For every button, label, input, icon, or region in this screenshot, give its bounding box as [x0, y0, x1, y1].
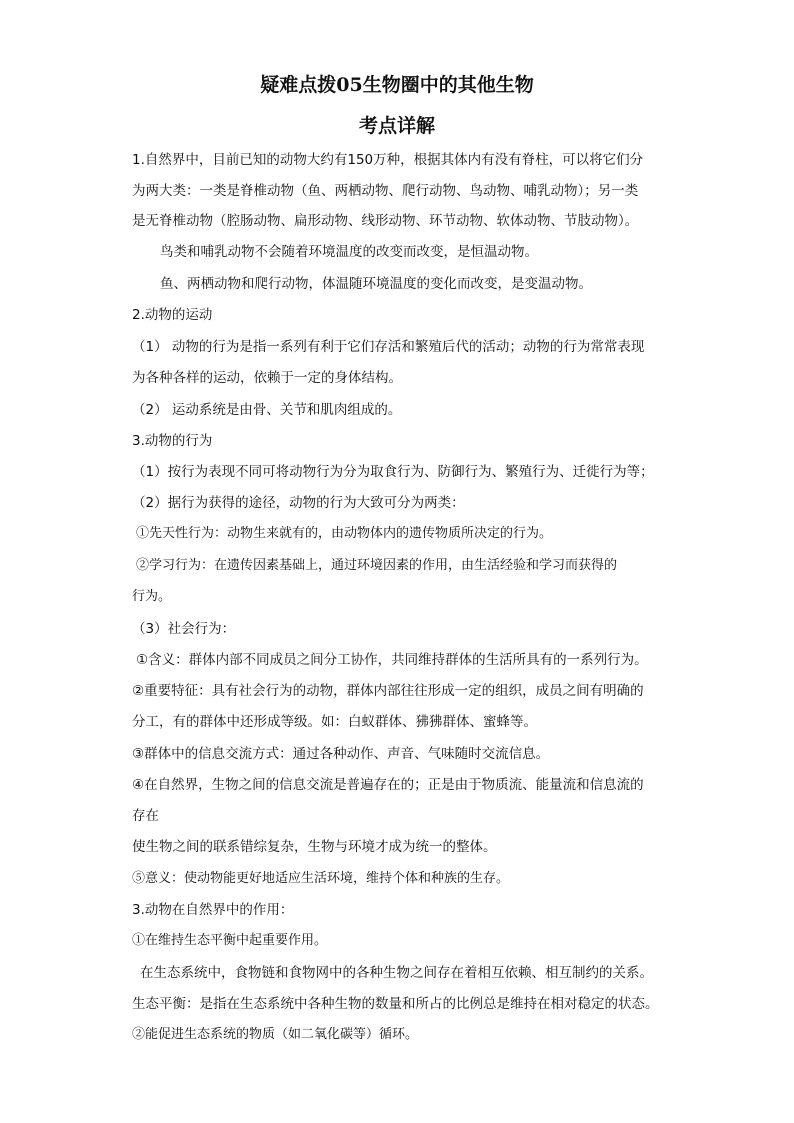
- paragraph-line: 存在: [132, 808, 159, 824]
- paragraph-line: 是无脊椎动物（腔肠动物、扁形动物、线形动物、环节动物、软体动物、节肢动物）。: [132, 213, 639, 229]
- paragraph-line: 使生物之间的联系错综复杂，生物与环境才成为统一的整体。: [132, 839, 497, 855]
- paragraph-line: ①在维持生态平衡中起重要作用。: [132, 933, 328, 948]
- paragraph-line: （3）社会行为：: [132, 621, 236, 637]
- paragraph-line: ②能促进生态系统的物质（如二氧化碳等）循环。: [132, 1027, 419, 1042]
- paragraph-line: ⑤意义：使动物能更好地适应生活环境，维持个体和种族的生存。: [132, 871, 510, 886]
- paragraph-line: （1）按行为表现不同可将动物行为分为取食行为、防御行为、繁殖行为、迁徙行为等；: [132, 464, 654, 480]
- paragraph-line: （2） 运动系统是由骨、关节和肌肉组成的。: [132, 402, 402, 418]
- paragraph-line: 为各种各样的运动，依赖于一定的身体结构。: [132, 370, 402, 386]
- paragraph-line: ②重要特征：具有社会行为的动物，群体内部往往形成一定的组织，成员之间有明确的: [132, 683, 644, 699]
- document-title: 疑难点拨05生物圈中的其他生物: [260, 74, 534, 96]
- paragraph-line: ③群体中的信息交流方式：通过各种动作、声音、气味随时交流信息。: [132, 746, 550, 762]
- paragraph-line: 生态平衡：是指在生态系统中各种生物的数量和所占的比例总是维持在相对稳定的状态。: [132, 996, 659, 1012]
- section-heading: 考点详解: [358, 115, 435, 137]
- section-heading-line: 2.动物的运动: [132, 307, 213, 323]
- paragraph-line: ①先天性行为：动物生来就有的，由动物体内的遗传物质所决定的行为。: [136, 526, 553, 541]
- paragraph-line: 为两大类：一类是脊椎动物（鱼、两栖动物、爬行动物、鸟动物、哺乳动物）；另一类: [132, 183, 639, 199]
- paragraph-line: 分工，有的群体中还形成等级。如：白蚁群体、狒狒群体、蜜蜂等。: [132, 714, 537, 730]
- section-heading-line: 3.动物在自然界中的作用：: [132, 902, 294, 918]
- section-heading-line: 3.动物的行为: [132, 433, 213, 449]
- paragraph-line: ②学习行为：在遗传因素基础上，通过环境因素的作用，由生活经验和学习而获得的: [136, 558, 618, 573]
- paragraph-line: ④在自然界，生物之间的信息交流是普遍存在的；正是由于物质流、能量流和信息流的: [132, 777, 644, 793]
- paragraph-line: 在生态系统中，食物链和食物网中的各种生物之间存在着相互依赖、相互制约的关系。: [140, 965, 653, 981]
- paragraph-line: 鱼、两栖动物和爬行动物，体温随环境温度的变化而改变，是变温动物。: [160, 276, 592, 292]
- paragraph-line: 鸟类和哺乳动物不会随着环境温度的改变而改变，是恒温动物。: [160, 244, 538, 260]
- paragraph-line: ①含义：群体内部不同成员之间分工协作，共同维持群体的生活所具有的一系列行为。: [136, 652, 648, 668]
- paragraph-line: 行为。: [132, 589, 172, 604]
- paragraph-line: 1.自然界中，目前已知的动物大约有150万种，根据其体内有没有脊柱，可以将它们分: [132, 152, 644, 168]
- paragraph-line: （2）据行为获得的途径，动物的行为大致可分为两类：: [132, 495, 465, 511]
- paragraph-line: （1） 动物的行为是指一系列有利于它们存活和繁殖后代的活动；动物的行为常常表现: [132, 339, 645, 355]
